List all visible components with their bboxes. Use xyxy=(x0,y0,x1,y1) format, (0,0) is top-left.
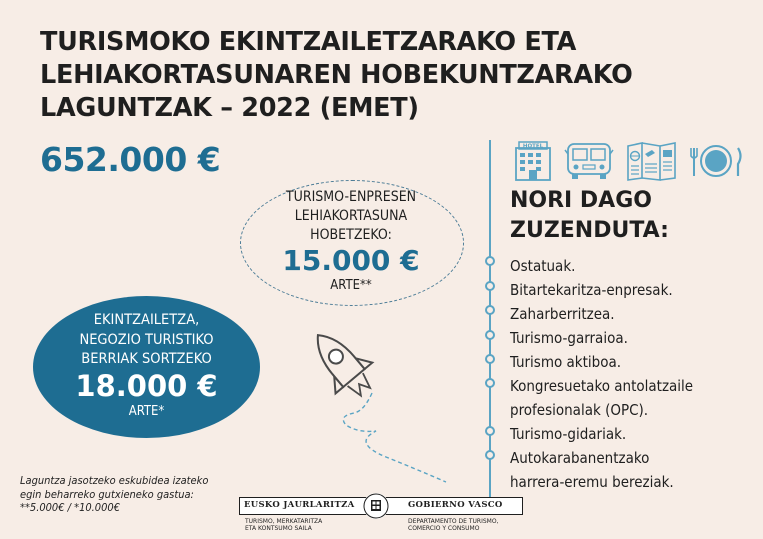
competitiveness-line: TURISMO-ENPRESEN xyxy=(285,189,417,205)
total-amount: 652.000 € xyxy=(40,140,221,179)
department-eu-line: TURISMO, MERKATARITZA xyxy=(245,518,323,525)
entrepreneurship-line: EKINTZAILETZA, xyxy=(93,312,200,328)
entrepreneurship-upto: ARTE* xyxy=(128,403,165,419)
department-eu-line: ETA KONTSUMO SAILA xyxy=(245,525,312,532)
footnote xyxy=(20,474,230,515)
list-item: Bitartekaritza-enpresak. xyxy=(510,281,673,299)
department-eu xyxy=(245,518,322,532)
list-item: profesionalak (OPC). xyxy=(510,401,649,419)
department-es-line: COMERCIO Y CONSUMO xyxy=(408,525,480,532)
list-item: Ostatuak. xyxy=(510,257,576,275)
list-item: harrera-eremu bereziak. xyxy=(510,473,674,491)
coat-of-arms-icon xyxy=(363,493,389,519)
list-item: Turismo-garraioa. xyxy=(510,329,628,347)
logo-right-text: GOBIERNO VASCO xyxy=(408,500,503,510)
competitiveness-amount: 15.000 € xyxy=(282,244,420,277)
target-heading-line: NORI DAGO xyxy=(510,188,652,213)
department-es-line: DEPARTAMENTO DE TURISMO, xyxy=(408,518,499,525)
competitiveness-line: HOBETZEKO: xyxy=(310,227,392,243)
rocket-icon xyxy=(298,320,388,410)
entrepreneurship-line: NEGOZIO TURISTIKO xyxy=(79,331,214,348)
entrepreneurship-line: BERRIAK SORTZEKO xyxy=(81,351,212,367)
list-item: Autokarabanentzako xyxy=(510,449,650,467)
list-item: Turismo aktiboa. xyxy=(510,353,622,371)
department-es xyxy=(408,518,498,532)
footnote-line: **5.000€ / *10.000€ xyxy=(20,501,120,514)
target-heading-line: ZUZENDUTA: xyxy=(510,218,669,243)
title-line: LEHIAKORTASUNAREN HOBEKUNTZARAKO xyxy=(40,60,633,90)
list-item: Kongresuetako antolatzaile xyxy=(510,377,694,395)
competitiveness-line: LEHIAKORTASUNA xyxy=(294,208,408,224)
title-line: LAGUNTZAK – 2022 (EMET) xyxy=(40,93,419,123)
list-item: Zaharberritzea. xyxy=(510,305,615,323)
footnote-line: Laguntza jasotzeko eskubidea izateko xyxy=(20,474,209,487)
entrepreneurship-amount: 18.000 € xyxy=(75,368,218,403)
hotel-sign-text: HOTEL xyxy=(522,143,544,150)
title-line: TURISMOKO EKINTZAILETZARAKO ETA xyxy=(40,27,577,57)
list-item: Turismo-gidariak. xyxy=(510,425,627,443)
footnote-line: egin beharreko gutxieneko gastua: xyxy=(20,487,194,501)
competitiveness-upto: ARTE** xyxy=(330,278,372,293)
logo-left-text: EUSKO JAURLARITZA xyxy=(244,500,355,510)
